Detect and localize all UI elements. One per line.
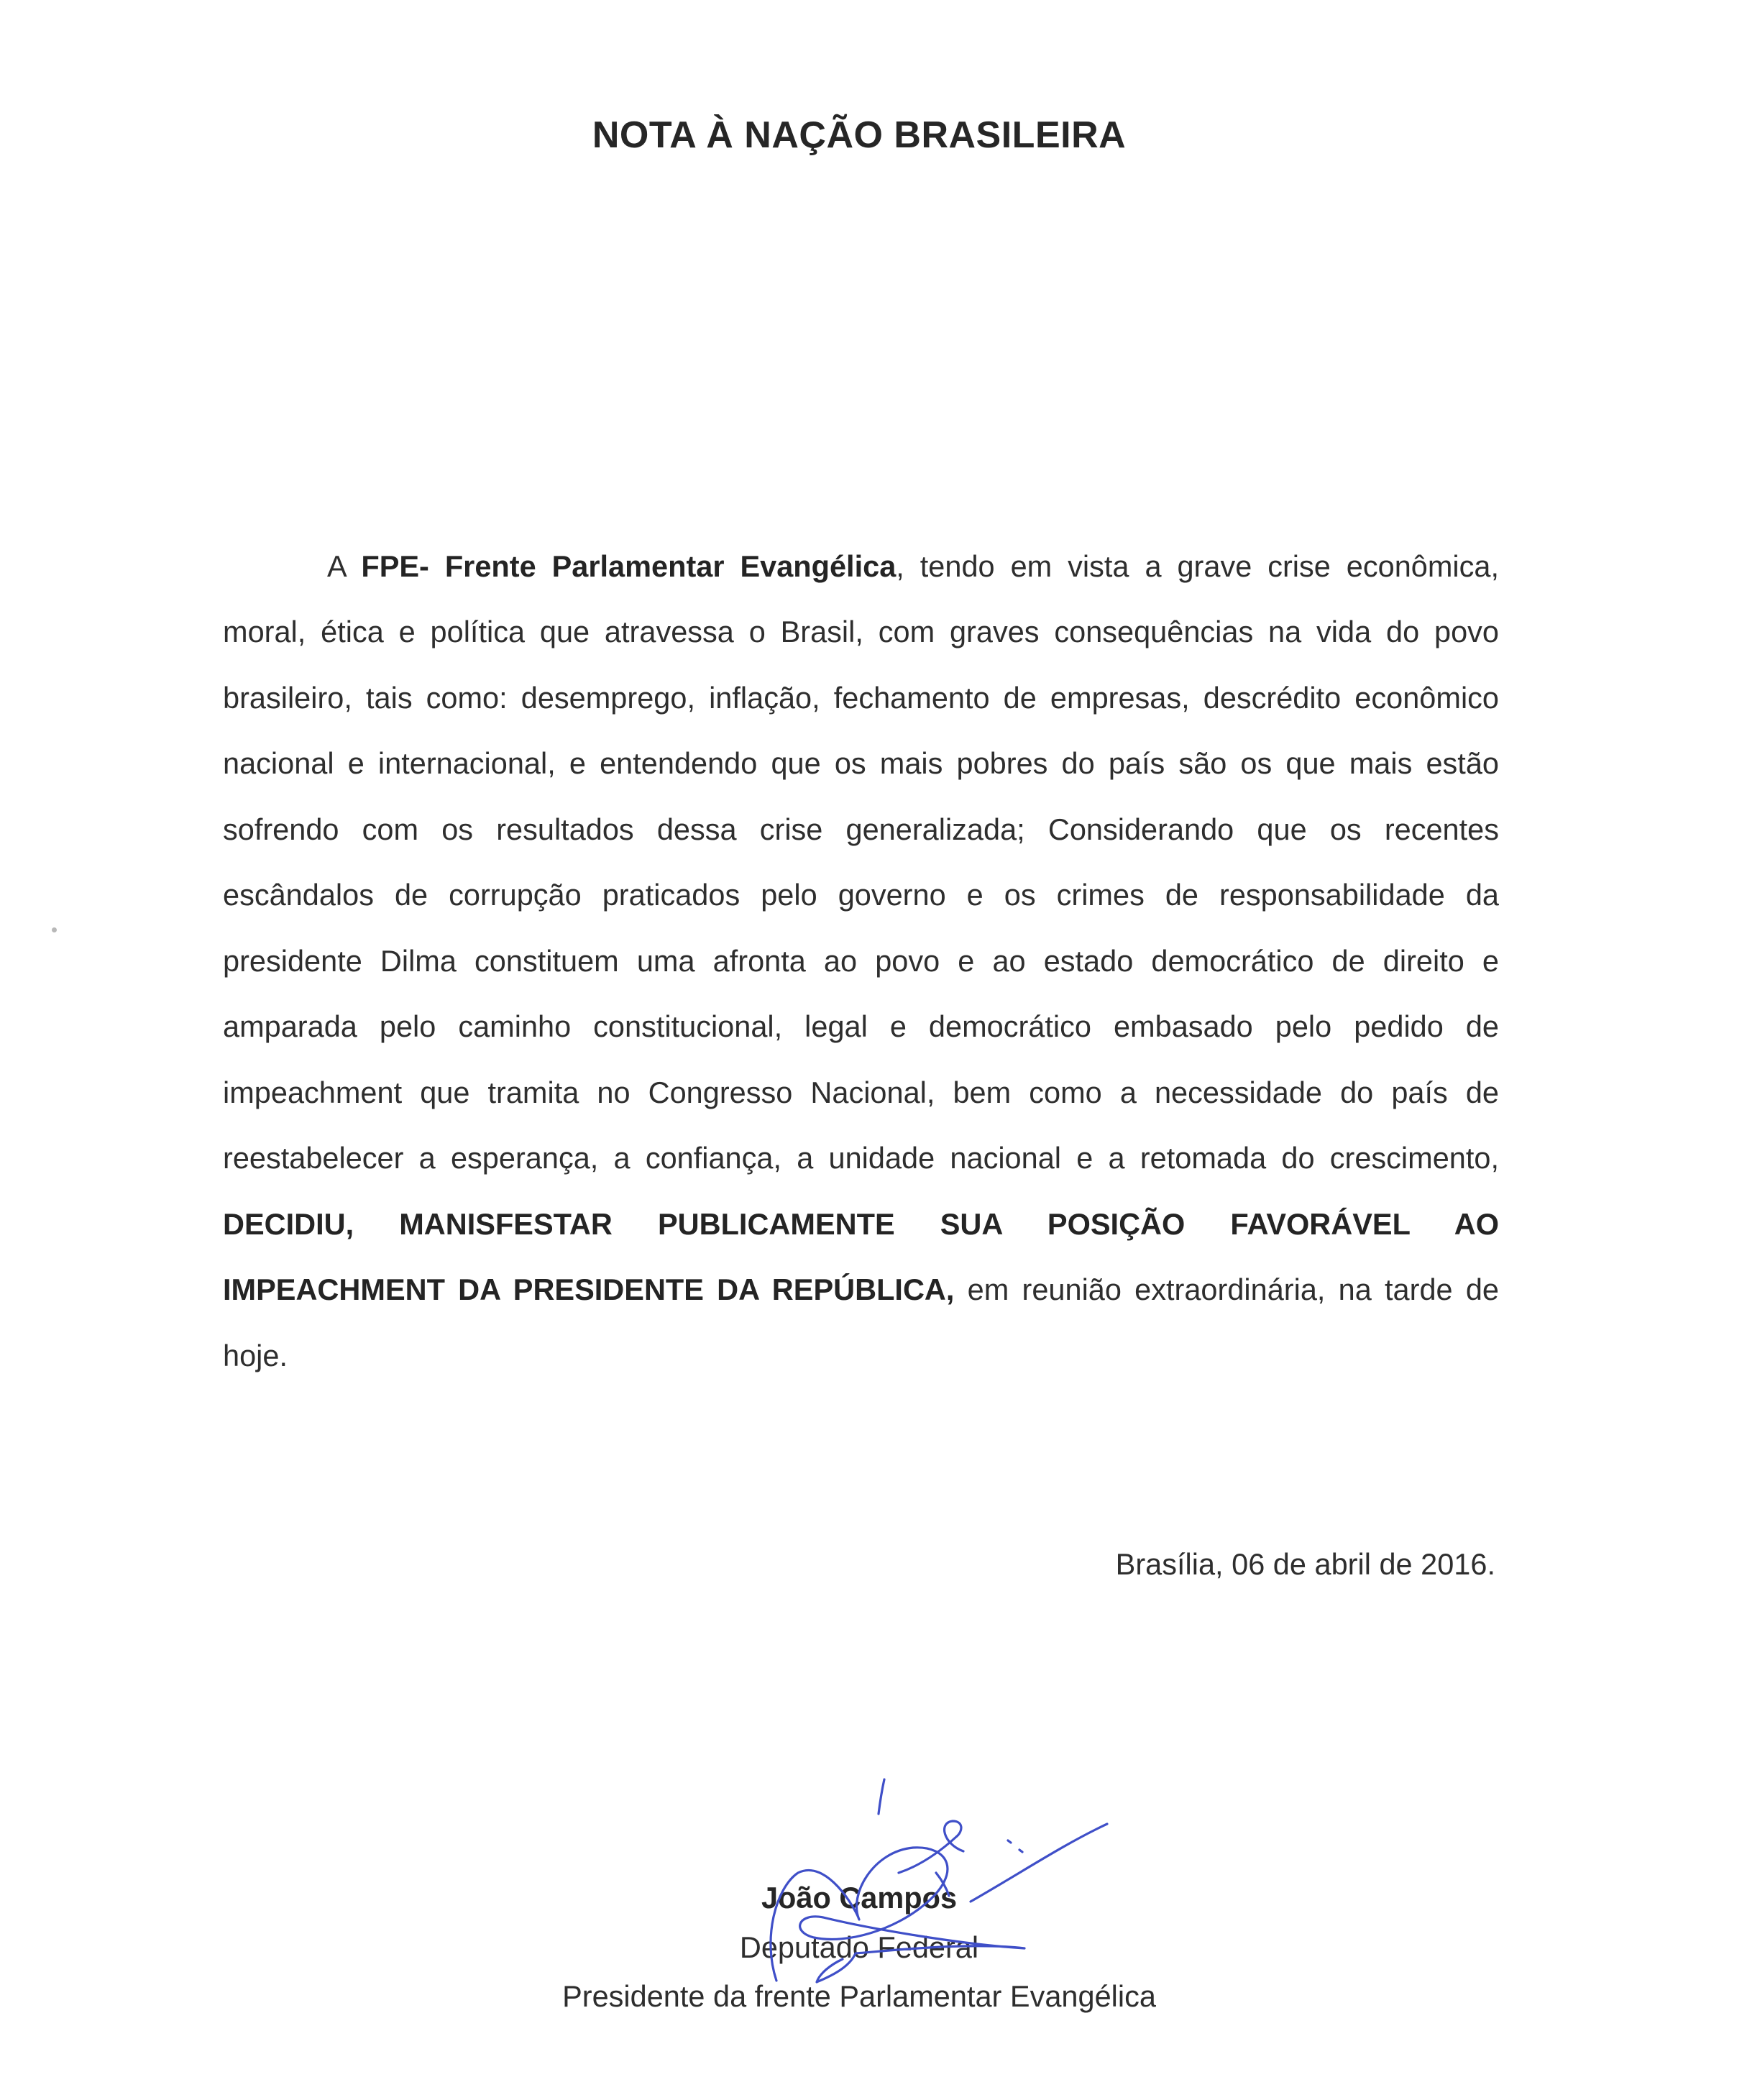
body-bold-organization: FPE- Frente Parlamentar Evangélica (361, 549, 897, 583)
body-text-part2: , tendo em vista a grave crise econômica, moral, ética e política que atravessa o Brasil, com graves consequências na vida do povo brasileiro, tais como: desemprego, inflação, fechamento de empresas, descrédito econômico nacional e internacional, e entendendo que os mais pobres do país são os que mais estão sofrendo com os resultados dessa crise generalizada; Considerando que os recentes escândalos de corrupção praticados pelo governo e os crimes de responsabilidade da presidente Dilma constituem uma afronta ao povo e ao estado democrático de direito e amparada pelo caminho constitucional, legal e democrático embasado pelo pedido de impeachment que tramita no Congresso Nacional, bem como a necessidade do país de reestabelecer a esperança, a confiança, a unidade nacional e a retomada do crescimento, (223, 549, 1500, 1175)
signer-role: Deputado Federal (739, 1930, 979, 1964)
document-date: Brasília, 06 de abril de 2016. (1115, 1547, 1495, 1581)
body-paragraph (223, 533, 1499, 1389)
body-text-part3: em reunião extraordinária, na tarde de hoje. (223, 1273, 1499, 1372)
signature-block (0, 1873, 1718, 2021)
signer-name: João Campos (761, 1881, 958, 1915)
paper-speck (52, 927, 57, 932)
document-title: NOTA À NAÇÃO BRASILEIRA (592, 114, 1127, 156)
signer-position: Presidente da frente Parlamentar Evangélica (562, 1979, 1156, 2013)
body-text-part1: A (327, 549, 362, 583)
body-bold-decision: DECIDIU, MANISFESTAR PUBLICAMENTE SUA POSIÇÃO FAVORÁVEL AO IMPEACHMENT DA PRESIDENTE DA REPÚBLICA, (223, 1206, 1499, 1306)
